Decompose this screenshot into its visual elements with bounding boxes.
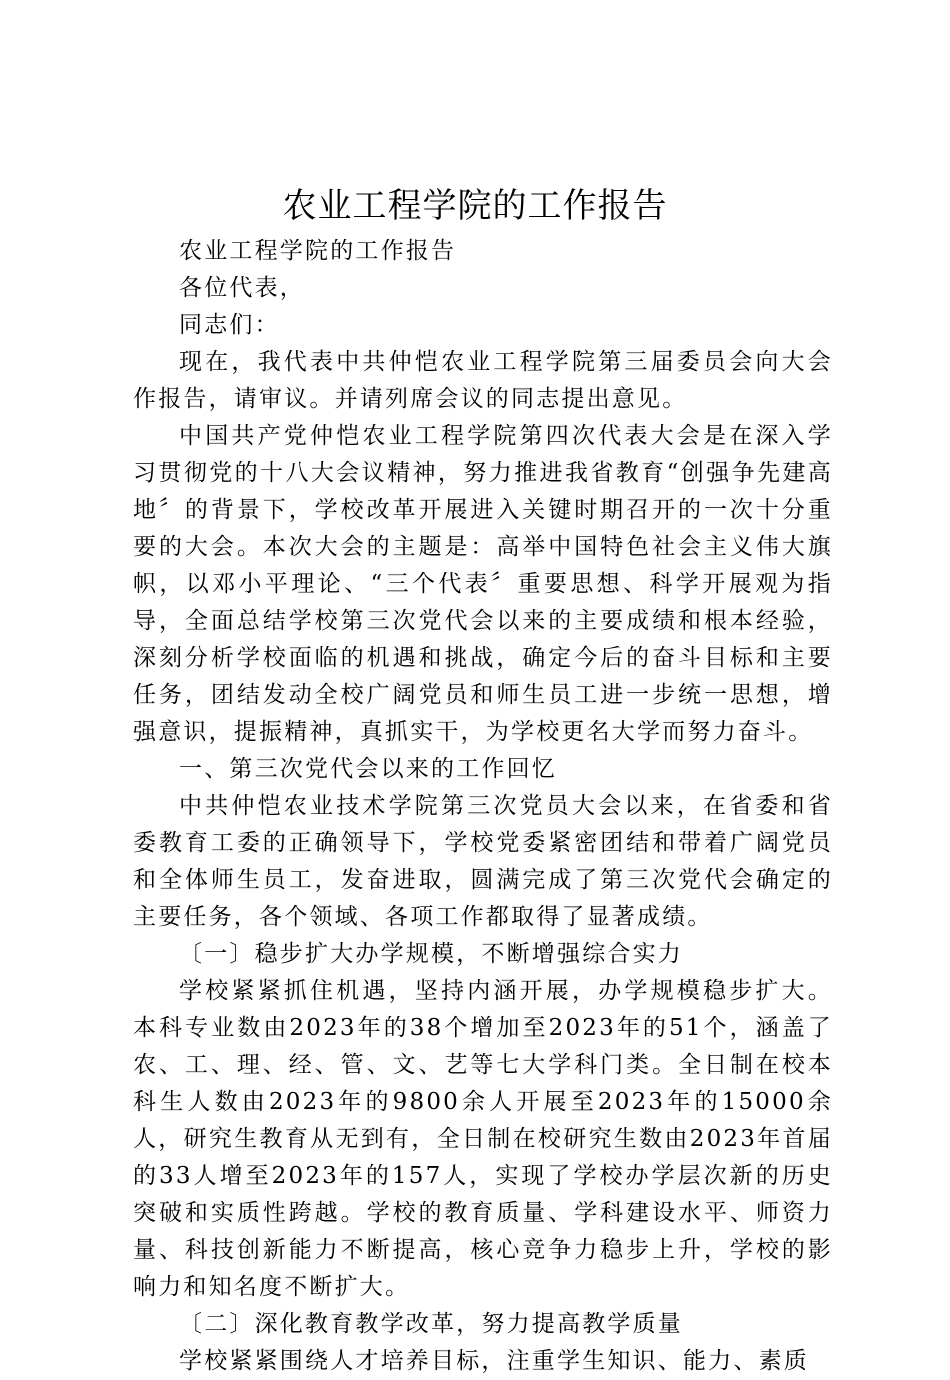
document-title: 农业工程学院的工作报告	[282, 186, 668, 226]
subsection-heading-scale: 〔一〕稳步扩大办学规模，不断增强综合实力	[179, 941, 683, 967]
section-heading-review: 一、第三次党代会以来的工作回忆	[179, 756, 557, 782]
paragraph-opening: 现在，我代表中共仲恺农业工程学院第三届委员会向大会作报告，请审议。并请列席会议的同志提出意见。	[133, 349, 833, 412]
paragraph-scale: 学校紧紧抓住机遇，坚持内涵开展，办学规模稳步扩大。本科专业数由2023年的38个增加至2023年的51个，涵盖了农、工、理、经、管、文、艺等七大学科门类。全日制在校本科生人数由2023年的9800余人开展至2023年的15000余人，研究生教育从无到有，全日制在校研究生数由2023年首届的33人增至2023年的157人，实现了学校办学层次新的历史突破和实质性跨越。学校的教育质量、学科建设水平、师资力量、科技创新能力不断提高，核心竞争力稳步上升，学校的影响力和知名度不断扩大。	[133, 978, 833, 1300]
paragraph-congress-theme: 中国共产党仲恺农业工程学院第四次代表大会是在深入学习贯彻党的十八大会议精神，努力推进我省教育“创强争先建高地〞的背景下，学校改革开展进入关键时期召开的一次十分重要的大会。本次大会的主题是：高举中国特色社会主义伟大旗帜，以邓小平理论、“三个代表〞重要思想、科学开展观为指导，全面总结学校第三次党代会以来的主要成绩和根本经验，深刻分析学校面临的机遇和挑战，确定今后的奋斗目标和主要任务，团结发动全校广阔党员和师生员工进一步统一思想，增强意识，提振精神，真抓实干，为学校更名大学而努力奋斗。	[133, 423, 833, 745]
document-body	[133, 233, 833, 1380]
paragraph-subtitle: 农业工程学院的工作报告	[179, 238, 457, 264]
paragraph-salutation-comrades: 同志们：	[179, 312, 280, 338]
paragraph-review-summary: 中共仲恺农业技术学院第三次党员大会以来，在省委和省委教育工委的正确领导下，学校党委紧密团结和带着广阔党员和全体师生员工，发奋进取，圆满完成了第三次党代会确定的主要任务，各个领域、各项工作都取得了显著成绩。	[133, 793, 833, 930]
paragraph-salutation-delegates: 各位代表，	[179, 275, 305, 301]
subsection-heading-teaching: 〔二〕深化教育教学改革，努力提高教学质量	[179, 1311, 683, 1337]
paragraph-teaching: 学校紧紧围绕人才培养目标，注重学生知识、能力、素质	[179, 1348, 809, 1374]
